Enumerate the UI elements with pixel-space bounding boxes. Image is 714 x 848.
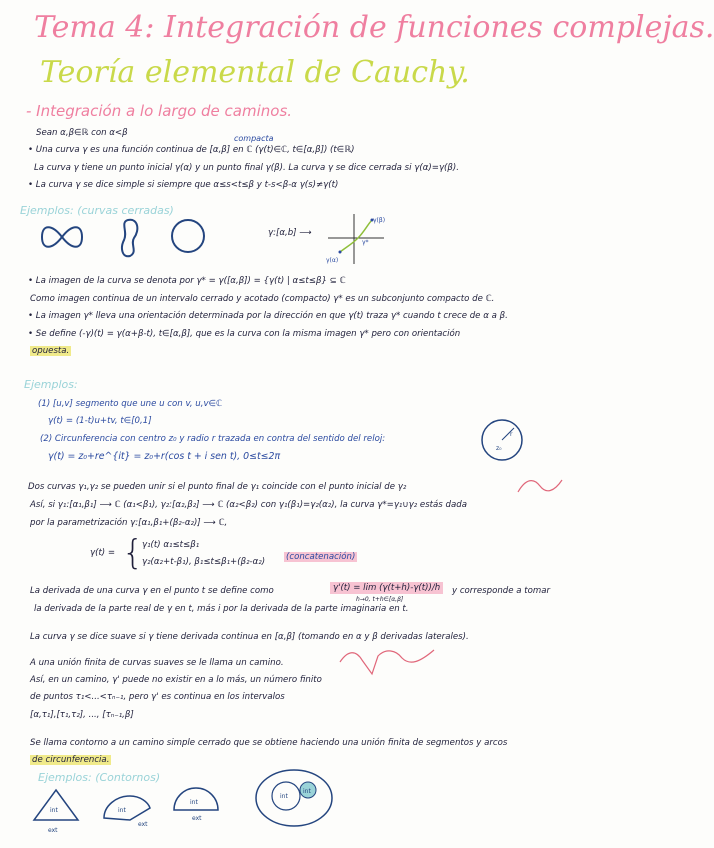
derivative-limit-note: h→0, t+h∈[α,β] [356,596,404,603]
line-compacto: Como imagen continua de un intervalo cerrado y acotado (compacto) γ* es un subconjunto compacto de ℂ. [30,294,495,304]
opuesta-highlight: opuesta. [32,346,70,356]
line-derivada-1b: y corresponde a tomar [452,586,551,596]
line-derivada-1: La derivada de una curva γ en el punto t se define como [30,586,274,596]
semicircle-ext-label: ext [192,815,202,822]
circle-center-label: z₀ [496,445,502,452]
curve-join-sketch [516,474,564,496]
triangle-int-label: int [50,807,58,814]
line-camino-2: Así, en un camino, γ' puede no existir en a lo más, un número finito [30,675,322,685]
contorno-2-highlight: de circunferencia. [32,755,110,765]
line-contorno-2 [30,755,111,765]
graph-gamma-label: γ:[α,b] ⟶ [268,228,312,238]
contour-examples-figure [20,782,270,842]
line-derivada-2: la derivada de la parte real de γ en t, más i por la derivada de la parte imaginaria en t. [34,604,409,614]
ejemplos-contornos: Ejemplos: (Contornos) [38,771,161,784]
line-sean: Sean α,β∈ℝ con α<β [36,128,128,138]
circle-example-figure [470,416,534,464]
graph-gamma-alpha: γ(α) [326,257,339,264]
line-dos-curvas-3: por la parametrización γ:[α₁,β₁+(β₂-α₂)] ⟶ ℂ, [30,518,228,528]
circle-radius-label: r [510,431,513,438]
circle-curve [172,220,204,252]
line-opuesta-2 [30,346,71,356]
section-integracion: - Integración a lo largo de caminos. [26,102,293,120]
piecewise-case-1: γ₁(t) α₁≤t≤β₁ [142,540,200,550]
example-1: (1) [u,v] segmento que une u con v, u,v∈ℂ [38,399,223,409]
concatenacion-highlight: (concatenación) [286,552,356,562]
example-1-eq: γ(t) = (1-t)u+tv, t∈[0,1] [48,416,152,426]
line-imagen: • La imagen de la curva se denota por γ* = γ([α,β]) = {γ(t) | α≤t≤β} ⊆ ℂ [28,276,346,286]
line-suave: La curva γ se dice suave si γ tiene derivada continua en [α,β] (tomando en α y β derivadas laterales). [30,632,469,642]
line-simple: • La curva γ se dice simple si siempre que α≤s<t≤β y t-s<β-α γ(s)≠γ(t) [28,180,339,190]
graph-gamma-star: γ* [362,239,369,246]
figure-eight-curve [42,227,82,247]
ejemplos-2: Ejemplos: [24,378,78,391]
line-opuesta-1: • Se define (-γ)(t) = γ(α+β-t), t∈[α,β], que es la curva con la misma imagen γ* pero con orientación [28,329,461,339]
example-2-eq: γ(t) = z₀+re^{it} = z₀+r(cos t + i sen t), 0≤t≤2π [48,451,281,462]
example-curves-figure [40,212,230,262]
nested-contours-figure [250,766,340,830]
ejemplos-curvas: Ejemplos: (curvas cerradas) [20,204,174,217]
piecewise-case-2: γ₂(α₂+t-β₁), β₁≤t≤β₁+(β₂-α₂) [142,557,266,567]
title-line-1: Tema 4: Integración de funciones complejas. [34,10,714,45]
piecewise-lhs: γ(t) = [90,548,116,558]
closed-blob-curve [122,220,137,256]
note-compacta: compacta [234,134,274,143]
sector-ext-label: ext [138,821,148,828]
title-line-2: Teoría elemental de Cauchy. [40,55,470,90]
line-camino-1: A una unión finita de curvas suaves se le llama un camino. [30,658,284,668]
line-contorno-1: Se llama contorno a un camino simple cerrado que se obtiene haciendo una unión finita de segmentos y arcos [30,738,508,748]
nested-big-label: int [303,788,311,795]
path-sketch [338,642,438,682]
example-2: (2) Circunferencia con centro z₀ y radio r trazada en contra del sentido del reloj: [40,434,386,444]
concatenacion-label [284,552,357,562]
line-orientacion: • La imagen γ* lleva una orientación determinada por la dirección en que γ(t) traza γ* cuando t crece de α a β. [28,311,508,321]
gamma-graph-figure [318,210,408,266]
derivative-formula: γ'(t) = lim (γ(t+h)-γ(t))/h [330,582,443,594]
piecewise-brace: { [122,533,144,573]
line-dos-curvas-1: Dos curvas γ₁,γ₂ se pueden unir si el punto final de γ₁ coincide con el punto inicial de γ₂ [28,482,407,492]
line-camino-4: [α,τ₁],[τ₁,τ₂], ..., [τₙ₋₁,β] [30,710,134,720]
graph-gamma-beta: γ(β) [373,217,386,224]
triangle-contour [34,790,78,820]
nested-small-label: int [280,793,288,800]
semicircle-int-label: int [190,799,198,806]
line-puntos: La curva γ tiene un punto inicial γ(α) y un punto final γ(β). La curva γ se dice cerrada si γ(α)=γ(β). [34,163,459,173]
line-camino-3: de puntos τ₁<...<τₙ₋₁, pero γ' es continua en los intervalos [30,692,285,702]
line-dos-curvas-2: Así, si γ₁:[α₁,β₁] ⟶ ℂ (α₁<β₁), γ₂:[α₂,β₂] ⟶ ℂ (α₂<β₂) con γ₁(β₁)=γ₂(α₂), la curva γ*=γ₁∪γ₂ estás dada [30,500,467,510]
line-curva-def: • Una curva γ es una función continua de [α,β] en ℂ (γ(t)∈ℂ, t∈[α,β]) (t∈ℝ) [28,145,355,155]
triangle-ext-label: ext [48,827,58,834]
sector-contour [104,796,150,820]
sector-int-label: int [118,807,126,814]
